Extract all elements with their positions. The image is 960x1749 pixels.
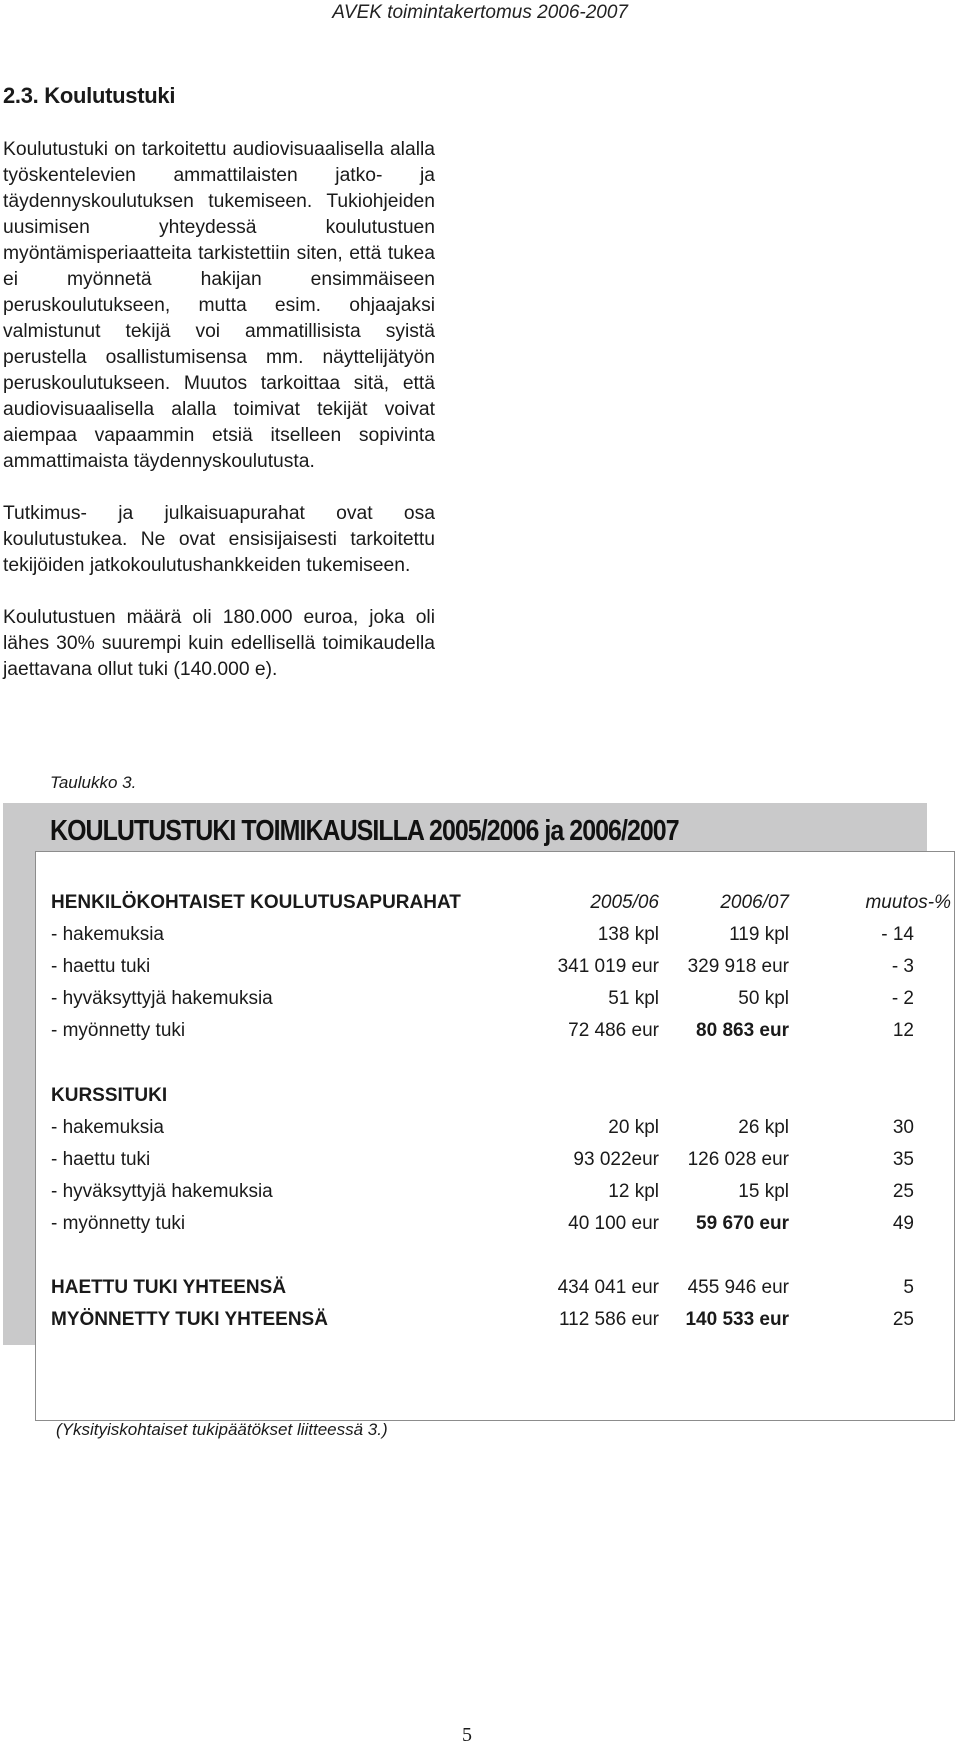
value-2006: 15 kpl (738, 1181, 789, 1202)
row-label: - myönnetty tuki (51, 1020, 186, 1041)
value-change: 12 (892, 1020, 914, 1041)
row-label: - hyväksyttyjä hakemuksia (51, 988, 273, 1009)
table-header-row (51, 887, 954, 919)
page-number: 5 (462, 1724, 472, 1746)
value-2006: 50 kpl (738, 988, 789, 1009)
value-2006: 126 028 eur (687, 1149, 789, 1170)
value-2006: 26 kpl (738, 1117, 789, 1138)
section-heading: HENKILÖKOHTAISET KOULUTUSAPURAHAT (51, 892, 461, 913)
column-header-2006: 2006/07 (720, 892, 789, 913)
row-label: HAETTU TUKI YHTEENSÄ (51, 1277, 287, 1298)
value-change: - 2 (891, 988, 914, 1009)
column-header-change: muutos-% (865, 892, 951, 913)
paragraph: Koulutustuki on tarkoitettu audiovisuaalisella alalla työskentelevien ammattilaisten jatko- ja täydennyskoulutuksen tukemiseen. Tukiohjeiden uusimisen yhteydessä koulutustuen myöntämisperiaatteita tarkistettiin siten, että tukea ei myönnetä hakijan ensimmäiseen peruskoulutukseen, mutta esim. ohjaajaksi valmistunut tekijä voi ammatillisista syistä perustella osallistumisensa mm. näyttelijätyön peruskoulutukseen. Muutos tarkoittaa sitä, että audiovisuaalisella alalla toimivat tekijät voivat aiempaa vapaammin etsiä itselleen sopivinta ammattimaista täydennyskoulutusta. (3, 139, 435, 472)
value-2005: 93 022eur (573, 1149, 659, 1170)
table-row (51, 1208, 954, 1240)
table-row (51, 919, 954, 951)
value-2005: 51 kpl (608, 988, 659, 1009)
table-row (51, 1144, 954, 1176)
table-row (51, 1015, 954, 1047)
column-header-2005: 2005/06 (590, 892, 659, 913)
value-2006: 119 kpl (729, 924, 789, 945)
running-header: AVEK toimintakertomus 2006-2007 (332, 2, 628, 23)
row-label: - hyväksyttyjä hakemuksia (51, 1181, 273, 1202)
value-2006: 329 918 eur (687, 956, 789, 977)
body-text (3, 137, 435, 709)
value-2005: 12 kpl (608, 1181, 659, 1202)
value-change: - 3 (891, 956, 914, 977)
value-2005: 434 041 eur (557, 1277, 659, 1298)
value-change: 25 (892, 1181, 914, 1202)
table-row (51, 983, 954, 1015)
value-2006: 80 863 eur (696, 1020, 789, 1041)
value-2005: 20 kpl (608, 1117, 659, 1138)
value-change: 30 (892, 1117, 914, 1138)
paragraph: Tutkimus- ja julkaisuapurahat ovat osa koulutustukea. Ne ovat ensisijaisesti tarkoitettu tekijöiden jatkokoulutushankkeiden tukemiseen. (3, 503, 435, 576)
row-label: MYÖNNETTY TUKI YHTEENSÄ (51, 1309, 328, 1330)
row-label: - haettu tuki (51, 1149, 151, 1170)
value-2005: 138 kpl (597, 924, 659, 945)
value-change: 5 (903, 1277, 914, 1298)
section-title: 2.3. Koulutustuki (3, 83, 176, 108)
total-row (51, 1304, 954, 1336)
value-2006: 140 533 eur (685, 1309, 789, 1330)
row-label: - hakemuksia (51, 1117, 164, 1138)
row-label: - myönnetty tuki (51, 1213, 186, 1234)
value-2006: 59 670 eur (696, 1213, 789, 1234)
row-label: - haettu tuki (51, 956, 151, 977)
table-row (51, 951, 954, 983)
section-heading-row (51, 1080, 954, 1112)
value-change: 25 (892, 1309, 914, 1330)
data-table (35, 851, 955, 1421)
table-row (51, 1112, 954, 1144)
value-change: 35 (892, 1149, 914, 1170)
value-2006: 455 946 eur (687, 1277, 789, 1298)
value-2005: 341 019 eur (557, 956, 659, 977)
value-2005: 112 586 eur (558, 1309, 659, 1330)
row-label: - hakemuksia (51, 924, 164, 945)
table-caption: Taulukko 3. (50, 773, 137, 792)
value-2005: 72 486 eur (568, 1020, 659, 1041)
value-2005: 40 100 eur (568, 1213, 659, 1234)
table-footnote: (Yksityiskohtaiset tukipäätökset liitteessä 3.) (56, 1420, 388, 1439)
table-title: KOULUTUSTUKI TOIMIKAUSILLA 2005/2006 ja 2006/2007 (50, 815, 679, 847)
total-row (51, 1272, 954, 1304)
paragraph: Koulutustuen määrä oli 180.000 euroa, joka oli lähes 30% suurempi kuin edellisellä toimikaudella jaettavana ollut tuki (140.000 e). (3, 607, 435, 680)
section-heading: KURSSITUKI (51, 1085, 168, 1106)
value-change: - 14 (881, 924, 914, 945)
value-change: 49 (892, 1213, 914, 1234)
table-row (51, 1176, 954, 1208)
